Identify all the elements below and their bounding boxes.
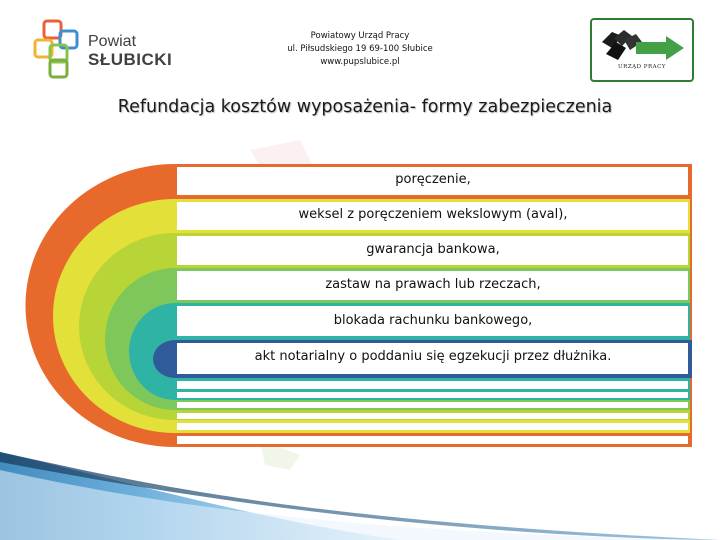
stripe-4 xyxy=(177,413,688,419)
office-address: ul. Piłsudskiego 19 69-100 Słubice xyxy=(287,44,433,54)
office-name: Powiatowy Urząd Pracy xyxy=(310,31,410,41)
logo-line-slubicki: SŁUBICKI xyxy=(88,49,173,69)
office-website: www.pupslubice.pl xyxy=(320,57,400,67)
stripe-5 xyxy=(177,423,688,430)
bottom-swoosh xyxy=(0,440,720,540)
item-label-1: poręczenie, xyxy=(395,172,471,187)
slide-title: Refundacja kosztów wyposażenia- formy zabezpieczenia xyxy=(117,97,613,117)
item-label-2: weksel z poręczeniem wekslowym (aval), xyxy=(298,207,568,222)
stripe-2 xyxy=(177,392,688,398)
stripe-3 xyxy=(177,402,688,408)
item-label-5: blokada rachunku bankowego, xyxy=(333,313,533,328)
stripe-1 xyxy=(177,381,688,389)
urzad-pracy-label: URZĄD PRACY xyxy=(618,64,666,70)
item-label-3: gwarancja bankowa, xyxy=(366,242,500,257)
logo-line-powiat: Powiat xyxy=(88,33,137,50)
item-label-4: zastaw na prawach lub rzeczach, xyxy=(325,277,541,292)
item-label-6: akt notarialny o poddaniu się egzekucji przez dłużnika. xyxy=(254,349,612,364)
